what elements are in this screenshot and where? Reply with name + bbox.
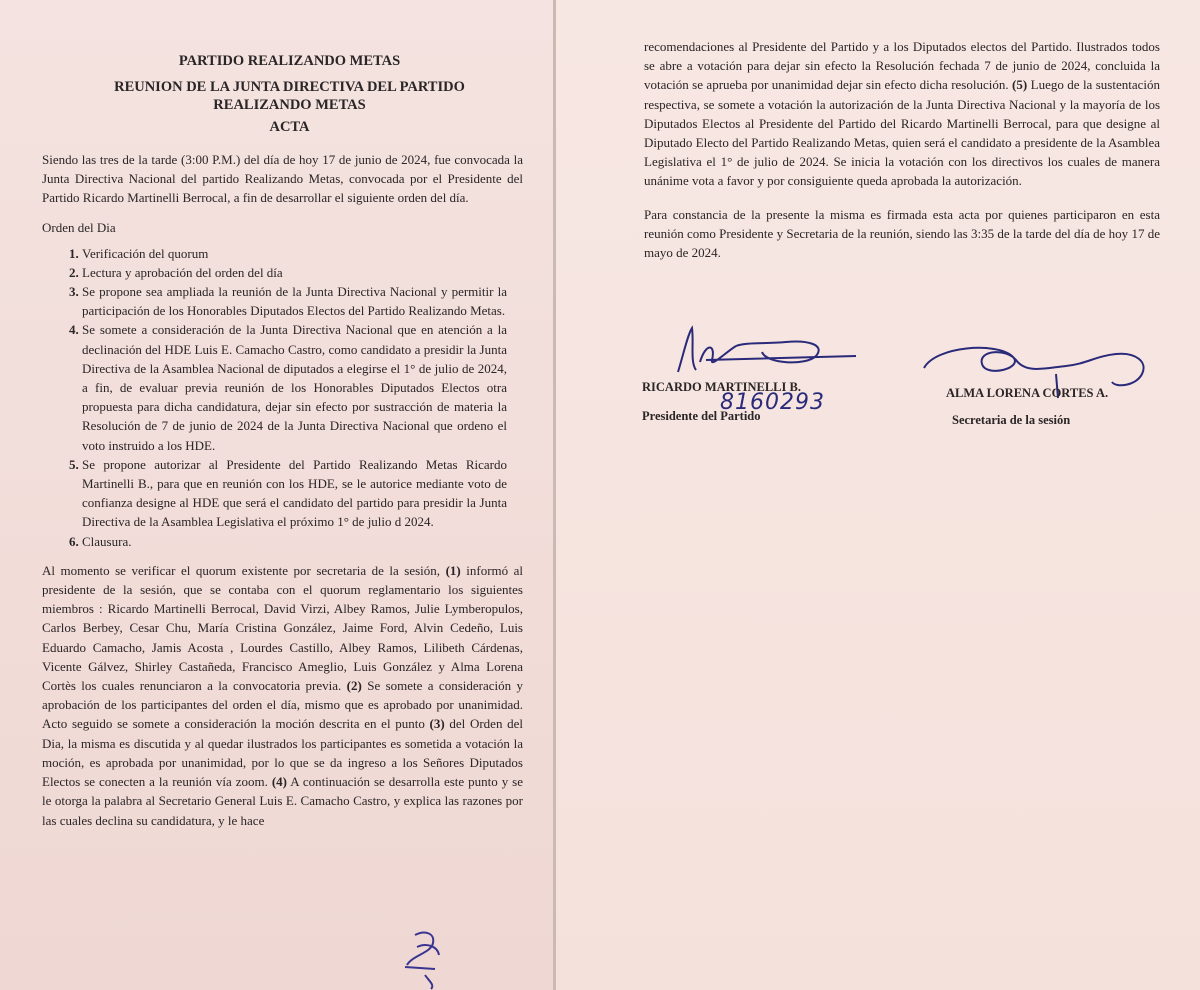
secretary-role: Secretaria de la sesión <box>952 413 1071 427</box>
acta-heading: ACTA <box>269 119 310 135</box>
minutes-text: Se somete a consideración y aprobación de los participantes del orden el día, mismo que es aprobado por unanimidad. Acto seguido se somete a consideración la moción descrita en el punto <box>42 678 523 732</box>
intro-paragraph: Siendo las tres de la tarde (3:00 P.M.) del día de hoy 17 de junio de 2024, fue convocada la Junta Directiva Nacional del partido Realizando Metas, convocada por el Presidente del Partido Ricardo Martinelli Berrocal, a fin de desarrollar el siguiente orden del día. <box>42 152 523 206</box>
handwritten-id-number: 8160293 <box>720 390 825 415</box>
initials-signature <box>395 925 475 990</box>
minutes-text: Luego de la sustentación respectiva, se somete a votación la autorización de la Junta Directiva Nacional y la mayoría de los Diputados Electos al Presidente del Partido del Ricardo Martinelli Berrocal, para que designe al Diputado Electo del Partido Realizando Metas, quien será el candidato a presidente de la Asamblea Legislativa el 1° de julio de 2024. Se inicia la votación con los directivos los cuales de manera unánime vota a favor y por consiguiente queda aprobada la autorización. <box>644 77 1161 189</box>
agenda-item: 5. Se propone autorizar al Presidente del Partido Realizando Metas Ricardo Martinelli B., para que en reunión con los HDE, se le autorice mediante voto de confianza designe al HDE que será el candidato del partido para presidir la Junta Directiva de la Asamblea Legislativa el próximo 1° de julio d 2024. <box>82 455 537 532</box>
secretary-signature-block <box>946 386 1108 428</box>
minutes-text: informó al presidente de la sesión, que se contaba con el quorum reglamentario los siguientes miembros : Ricardo Martinelli Berrocal, David Virzi, Albey Ramos, Julie Lymberopulos, Carlos Berbey, Cesar Chu, María Cristina González, Jaime Ford, Alvin Cedeño, Luis Eduardo Camacho, Jamis Acosta , Lourdes Castillo, Albey Ramos, Lilibeth Cárdenas, Vicente Gálvez, Shirley Castañeda, Francisco Ameglio, Luis González y Alma Lorena Cortès los cuales renunciaron a la convocatoria previa. <box>42 562 524 694</box>
document-page-left <box>0 0 553 990</box>
agenda-item: 3. Se propone sea ampliada la reunión de la Junta Directiva Nacional y permitir la participación de los Honorables Diputados Electos del Partido Realizando Metas. <box>82 282 537 320</box>
resolution-paragraph <box>644 37 1160 191</box>
point-number: (4) <box>271 774 287 790</box>
agenda-label: Orden del Dia <box>42 219 116 235</box>
agenda-item: 2. Lectura y aprobación del orden del día <box>82 263 537 282</box>
agenda-item: 4. Se somete a consideración de la Junta Directiva Nacional que en atención a la declinación del HDE Luis E. Camacho Castro, como candidato a presidir la Junta Directiva de la Asamblea Nacional de diputados a elegirse el 1° de julio de 2024, a fin, de evaluar previa reunión de los Honorables Diputados Electos otra propuesta para dicha candidatura, dejar sin efecto por sustracción de materia la Resolución de 7 de junio de 2024 de la Junta Directiva Nacional que ordeno el voto instruido a los HDE. <box>82 320 537 454</box>
meeting-title: REUNION DE LA JUNTA DIRECTIVA DEL PARTIDO <box>114 79 465 95</box>
minutes-body <box>42 561 537 830</box>
party-title: PARTIDO REALIZANDO METAS <box>178 53 401 69</box>
minutes-text: Al momento se verificar el quorum existente por secretaria de la sesión, <box>42 562 441 578</box>
secretary-name: ALMA LORENA CORTES A. <box>946 386 1109 400</box>
agenda-item: 6. Clausura. <box>82 532 537 551</box>
agenda-item: 1. Verificación del quorum <box>82 244 537 263</box>
point-number: (1) <box>445 562 461 578</box>
president-name: RICARDO MARTINELLI B. <box>642 380 801 394</box>
point-number: (2) <box>346 678 362 694</box>
minutes-text: del Orden del Dia, la misma es discutida y al quedar ilustrados los participantes es sometida a votación la moción, es aprobada por unanimidad, por lo que se da ingreso a los Señores Diputados Electos se conecten a la reunión vía zoom. <box>42 716 524 790</box>
agenda-list <box>42 244 537 551</box>
president-signature-block <box>642 380 825 424</box>
document-page-right <box>556 0 1200 990</box>
minutes-text: recomendaciones al Presidente del Partido y a los Diputados electos del Partido. Ilustrados todos se abre a votación para dejar sin efecto la Resolución fechada 7 de junio de 2024, concluida la votación se aprueba por unanimidad dejar sin efecto dicha resolución. <box>644 39 1160 93</box>
president-role: Presidente del Partido <box>642 409 761 423</box>
minutes-text: A continuación se desarrolla este punto y se le otorga la palabra al Secretario General Luis E. Camacho Castro, y explica las razones por las cuales declina su candidatura, y le hace <box>42 774 523 828</box>
point-number: (5) <box>1012 77 1028 93</box>
president-signature <box>666 322 866 382</box>
point-number: (3) <box>429 716 445 732</box>
meeting-title-continued: REALIZANDO METAS <box>213 97 366 113</box>
closing-paragraph: Para constancia de la presente la misma es firmada esta acta por quienes participaron en esta reunión como Presidente y Secretaria de la reunión, siendo las 3:35 de la tarde del día de hoy 17 de mayo de 2024. <box>644 206 1160 261</box>
